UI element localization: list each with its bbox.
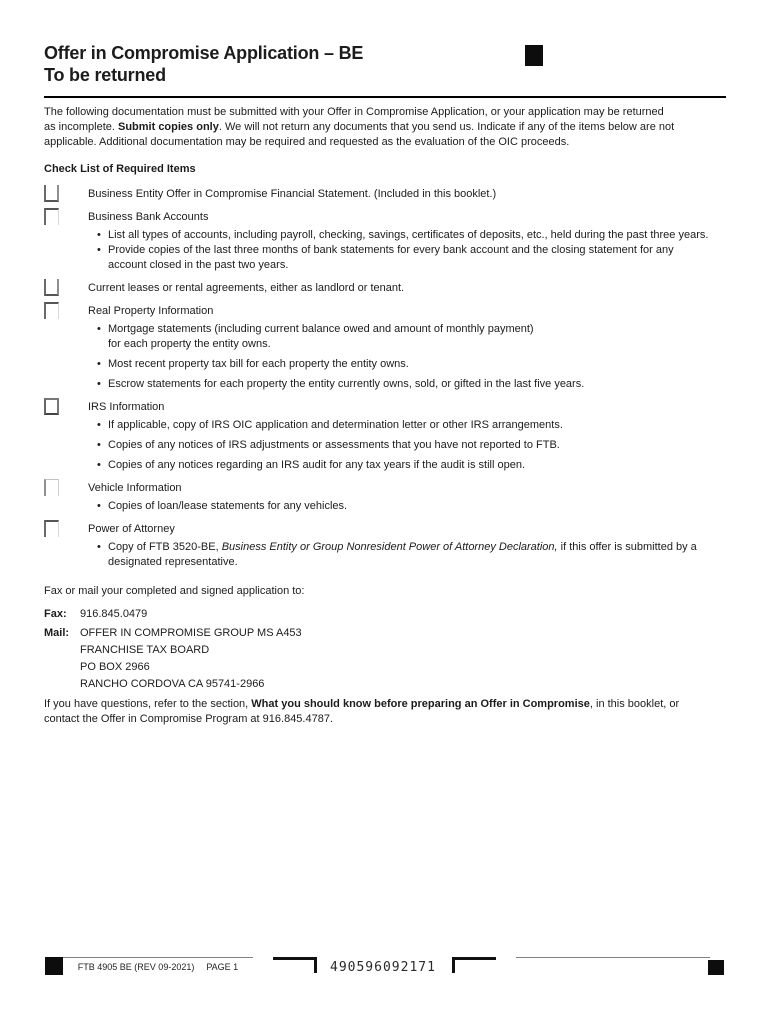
bullet-list bbox=[97, 418, 738, 473]
checkbox-item-5[interactable] bbox=[44, 398, 59, 415]
fax-label: Fax: bbox=[44, 608, 67, 620]
bullet-item bbox=[97, 438, 738, 453]
mail-address bbox=[80, 625, 302, 693]
checkbox-item-1[interactable] bbox=[44, 185, 59, 202]
mail-label: Mail: bbox=[44, 627, 70, 639]
checklist-item bbox=[44, 302, 726, 319]
bullet-item bbox=[97, 499, 738, 514]
bullet-icon: • bbox=[97, 541, 101, 553]
submission-instruction: Fax or mail your completed and signed application to: bbox=[44, 585, 305, 597]
bullet-text: Copy of FTB 3520-BE, Business Entity or Group Nonresident Power of Attorney Declaration, if this offer is submitted by a designated representative. bbox=[108, 541, 697, 568]
bullet-list bbox=[97, 499, 738, 514]
checklist-items bbox=[44, 185, 726, 570]
bullet-list bbox=[97, 540, 738, 570]
questions-paragraph: If you have questions, refer to the section, What you should know before preparing an Offer in Compromise, in this booklet, or contact the Offer in Compromise Program at 916.845.4787. bbox=[44, 698, 680, 725]
footer-form-id-box bbox=[63, 957, 253, 972]
bullet-list bbox=[97, 322, 738, 392]
bullet-icon: • bbox=[97, 378, 101, 390]
header-registration-mark-icon bbox=[525, 45, 543, 66]
fax-row bbox=[44, 606, 726, 623]
checkbox-item-3[interactable] bbox=[44, 279, 59, 296]
bullet-icon: • bbox=[97, 419, 101, 431]
checklist-item-label: Current leases or rental agreements, either as landlord or tenant. bbox=[88, 282, 405, 294]
footer-registration-mark-right-icon bbox=[708, 960, 724, 975]
page-footer bbox=[45, 957, 724, 975]
footer-form-number: FTB 4905 BE (REV 09-2021) bbox=[77, 962, 195, 972]
footer-rule bbox=[516, 957, 710, 958]
fax-number: 916.845.0479 bbox=[80, 608, 148, 620]
bullet-icon: • bbox=[97, 439, 101, 451]
mail-row bbox=[44, 625, 726, 693]
checklist-item-label: Power of Attorney bbox=[88, 523, 175, 535]
bullet-item bbox=[97, 458, 738, 473]
bullet-item bbox=[97, 418, 738, 433]
mail-address-line: RANCHO CORDOVA CA 95741-2966 bbox=[80, 678, 265, 690]
corner-bracket-left-icon bbox=[452, 957, 496, 973]
checklist-item-label: Business Entity Offer in Compromise Financial Statement. (Included in this booklet.) bbox=[88, 188, 497, 200]
mail-address-line: FRANCHISE TAX BOARD bbox=[80, 644, 210, 656]
bullet-icon: • bbox=[97, 358, 101, 370]
bullet-icon: • bbox=[97, 323, 101, 335]
checklist-item-label: IRS Information bbox=[88, 401, 165, 413]
checklist-item bbox=[44, 398, 726, 415]
bullet-icon: • bbox=[97, 229, 101, 241]
bullet-text: If applicable, copy of IRS OIC application and determination letter or other IRS arrangements. bbox=[108, 419, 563, 431]
checklist-item bbox=[44, 520, 726, 537]
bullet-text: Copies of any notices of IRS adjustments or assessments that you have not reported to FTB. bbox=[108, 439, 560, 451]
footer-page-number: PAGE 1 bbox=[206, 962, 239, 972]
page-content bbox=[44, 0, 726, 727]
bullet-text: Mortgage statements (including current balance owed and amount of monthly payment) for each property the entity owns. bbox=[108, 323, 534, 350]
bullet-item bbox=[97, 243, 738, 273]
title-divider-rule bbox=[44, 96, 726, 98]
mail-address-line: OFFER IN COMPROMISE GROUP MS A453 bbox=[80, 627, 302, 639]
bullet-item bbox=[97, 540, 738, 570]
footer-registration-mark-left-icon bbox=[45, 957, 63, 975]
checklist-item bbox=[44, 279, 726, 296]
corner-bracket-right-icon bbox=[273, 957, 317, 973]
checklist-item-label: Real Property Information bbox=[88, 305, 214, 317]
bullet-text: Copies of loan/lease statements for any vehicles. bbox=[108, 500, 348, 512]
checklist-item-label: Vehicle Information bbox=[88, 482, 182, 494]
page-title bbox=[44, 42, 726, 86]
bullet-icon: • bbox=[97, 459, 101, 471]
bullet-text: Copies of any notices regarding an IRS audit for any tax years if the audit is still open. bbox=[108, 459, 526, 471]
bullet-text: Escrow statements for each property the entity currently owns, sold, or gifted in the last five years. bbox=[108, 378, 585, 390]
bullet-text: Provide copies of the last three months of bank statements for every bank account and the closing statement for any account closed in the past two years. bbox=[108, 244, 674, 271]
bullet-item bbox=[97, 377, 738, 392]
checkbox-item-6[interactable] bbox=[44, 479, 59, 496]
bullet-item bbox=[97, 322, 738, 352]
bullet-item bbox=[97, 228, 738, 243]
bullet-item bbox=[97, 357, 738, 372]
checklist-item-label: Business Bank Accounts bbox=[88, 211, 209, 223]
bullet-text: List all types of accounts, including payroll, checking, savings, certificates of deposits, etc., held during the past three years. bbox=[108, 229, 709, 241]
footer-scanline-number: 490596092171 bbox=[330, 960, 436, 975]
checkbox-item-2[interactable] bbox=[44, 208, 59, 225]
page-title-line2: To be returned bbox=[44, 65, 166, 85]
checklist-item bbox=[44, 208, 726, 225]
checklist-item bbox=[44, 479, 726, 496]
bullet-list bbox=[97, 228, 738, 273]
intro-paragraph: The following documentation must be submitted with your Offer in Compromise Application, or your application may be returned as incomplete. Submit copies only. We will not return any documents that you send us. Indicate if any of the items below are not applicable. Additional documentation may be required and requested as the evaluation of the OIC proceeds. bbox=[44, 106, 675, 148]
checklist-item bbox=[44, 185, 726, 202]
bullet-text: Most recent property tax bill for each property the entity owns. bbox=[108, 358, 409, 370]
page-title-line1: Offer in Compromise Application – BE bbox=[44, 43, 364, 63]
bullet-icon: • bbox=[97, 500, 101, 512]
bullet-icon: • bbox=[97, 244, 101, 256]
mail-address-line: PO BOX 2966 bbox=[80, 661, 150, 673]
checkbox-item-4[interactable] bbox=[44, 302, 59, 319]
checkbox-item-7[interactable] bbox=[44, 520, 59, 537]
checklist-heading: Check List of Required Items bbox=[44, 163, 196, 175]
